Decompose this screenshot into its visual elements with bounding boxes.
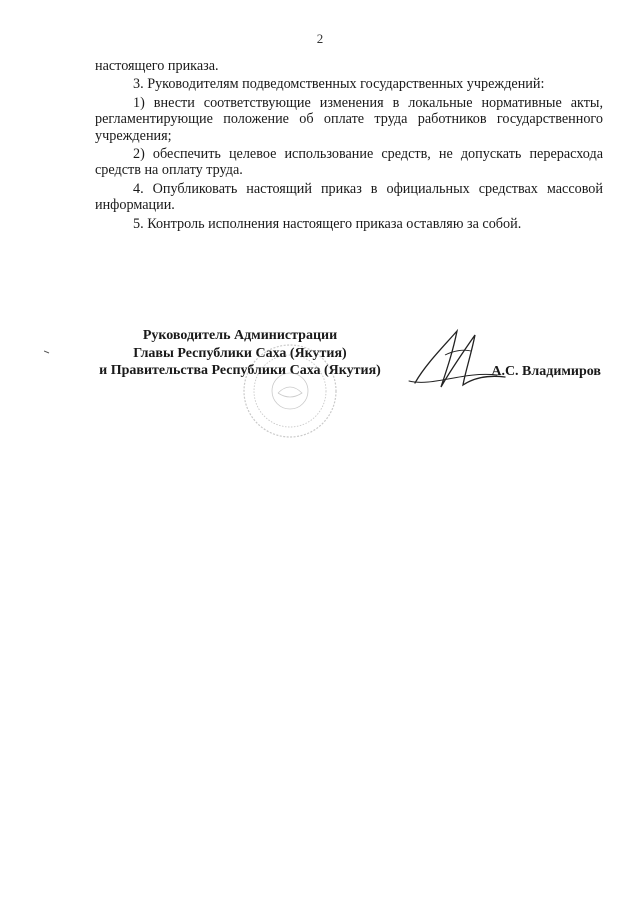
paragraph-subitem-1: 1) внести соответствующие изменения в локальные нормативные акты, регламентирующие положение об оплате труда работников государственного учреждения;	[95, 94, 603, 144]
signatory-name: А.С. Владимиров	[491, 364, 601, 379]
document-body	[95, 58, 603, 234]
paragraph-subitem-2: 2) обеспечить целевое использование средств, не допускать перерасхода средств на оплату труда.	[95, 146, 603, 179]
paragraph-continuation: настоящего приказа.	[95, 58, 219, 74]
paragraph-item-5: 5. Контроль исполнения настоящего приказа оставляю за собой.	[133, 215, 522, 232]
handwritten-signature-icon	[405, 325, 525, 397]
stamp-seal-icon	[240, 341, 340, 441]
page-number: 2	[316, 31, 324, 46]
paragraph-item-4: 4. Опубликовать настоящий приказ в официальных средствах массовой информации.	[95, 180, 603, 214]
signatory-title-line: Главы Республики Саха (Якутия)	[133, 345, 347, 361]
signature-block	[95, 327, 607, 457]
signatory-title-line: и Правительства Республики Саха (Якутия)	[99, 363, 381, 378]
paragraph-item-3: 3. Руководителям подведомственных государственных учреждений:	[133, 76, 545, 93]
stray-mark-icon	[44, 350, 50, 354]
signatory-title-line: Руководитель Администрации	[142, 328, 338, 343]
